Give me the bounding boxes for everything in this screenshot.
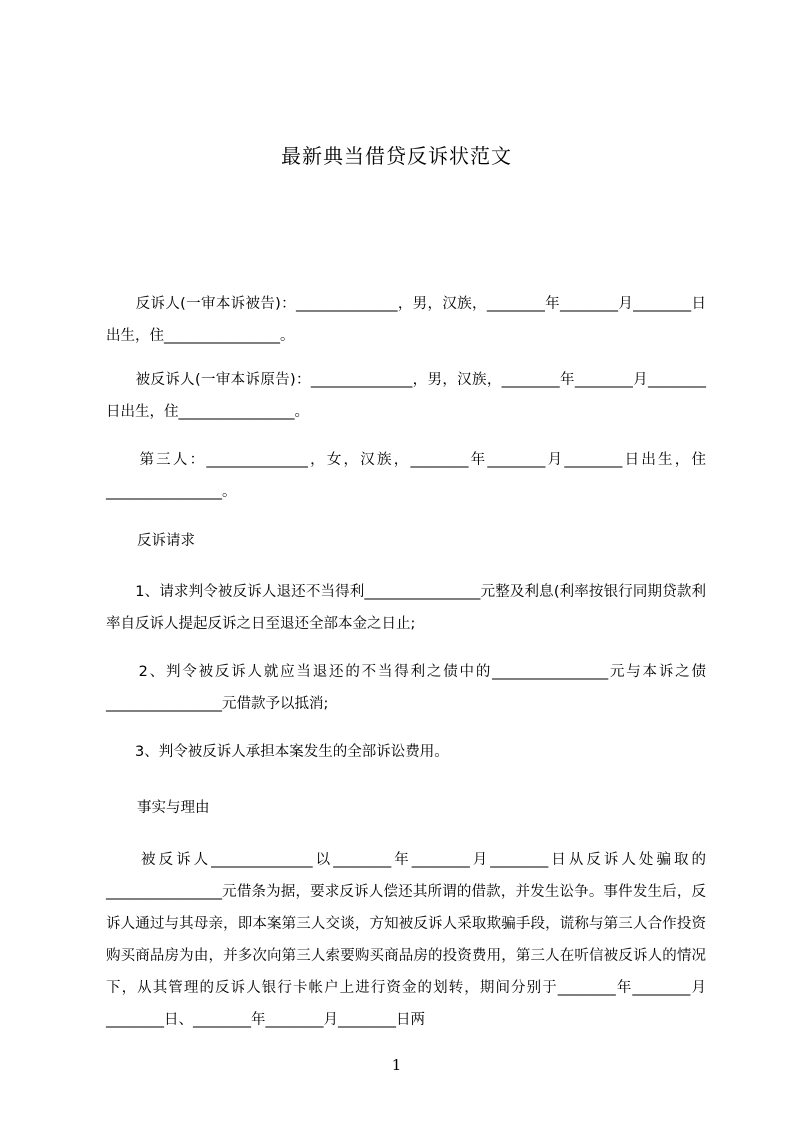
party-third-party: 第三人：______________，女，汉族，________年________月________日出生，住________________。 xyxy=(106,452,706,500)
facts-heading: 事实与理由 xyxy=(137,800,210,816)
party-counter-plaintiff: 反诉人(一审本诉被告)：______________，男，汉族，________年________月________日出生，住________________。 xyxy=(106,296,706,344)
claims-heading: 反诉请求 xyxy=(137,533,195,549)
document-title: 最新典当借贷反诉状范文 xyxy=(281,144,512,168)
party-counter-defendant: 被反诉人(一审本诉原告)：______________，男，汉族，________年________月________日出生，住________________。 xyxy=(106,372,706,420)
page-number: 1 xyxy=(391,1056,402,1074)
claim-item-1: 1、请求判令被反诉人退还不当得利________________元整及利息(利率按银行同期贷款利率自反诉人提起反诉之日至退还全部本金之日止; xyxy=(106,584,706,632)
claim-item-2: 2、判令被反诉人就应当退还的不当得利之债中的________________元与本诉之债________________元借款予以抵消; xyxy=(106,664,706,712)
claim-item-3: 3、判令被反诉人承担本案发生的全部诉讼费用。 xyxy=(106,744,449,760)
facts-body: 被反诉人______________以________年________月________日从反诉人处骗取的________________元借条为据，要求反诉人偿还其所谓的借款，并发生讼争。事件发生后，反诉人通过与其母亲，即本案第三人交谈，方知被反诉人采取欺骗手段，谎称与第三人合作投资购买商品房为由，并多次向第三人索要购买商品房的投资费用，第三人在听信被反诉人的情况下，从其管理的反诉人银行卡帐户上进行资金的划转，期间分别于________年________月________日、________年________月________日两 xyxy=(106,852,706,1028)
